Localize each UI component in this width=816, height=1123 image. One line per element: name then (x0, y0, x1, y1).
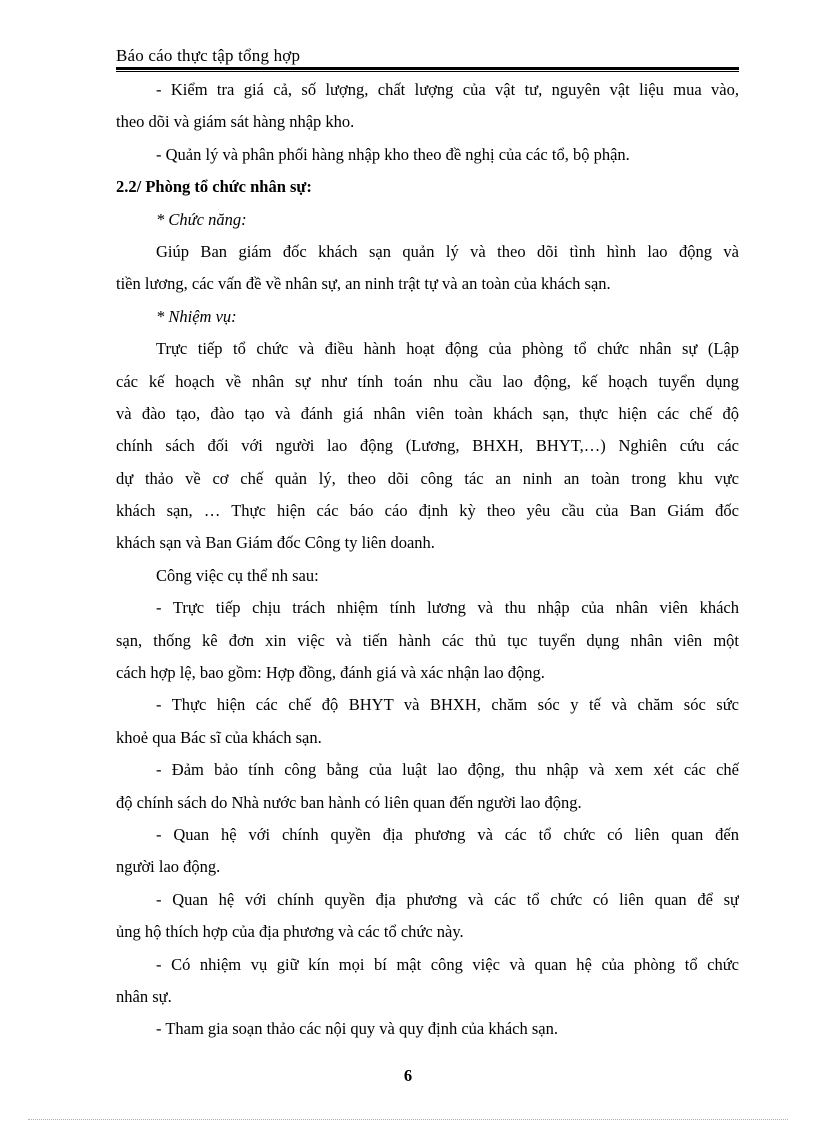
paragraph-line: - Kiểm tra giá cả, số lượng, chất lượng của vật tư, nguyên vật liệu mua vào, (156, 80, 739, 99)
header-rule-thin (116, 71, 739, 72)
paragraph-line: theo dõi và giám sát hàng nhập kho. (116, 112, 355, 132)
paragraph-line: - Quan hệ với chính quyền địa phương và các tổ chức có liên quan để sự (156, 889, 739, 909)
paragraph-line: Trực tiếp tổ chức và điều hành hoạt động của phòng tổ chức nhân sự (Lập (156, 339, 739, 359)
paragraph-line: Giúp Ban giám đốc khách sạn quản lý và theo dõi tình hình lao động và (156, 241, 739, 261)
header-title: Báo cáo thực tập tổng hợp (116, 46, 301, 65)
paragraph-line: chính sách đối với người lao động (Lương, BHXH, BHYT,…) Nghiên cứu các (116, 436, 739, 456)
paragraph-line: - Có nhiệm vụ giữ kín mọi bí mật công việc và quan hệ của phòng tổ chức (156, 954, 739, 974)
page-header (116, 46, 739, 72)
subheading-function: * Chức năng: (156, 209, 247, 229)
paragraph-line: các kế hoạch về nhân sự như tính toán nhu cầu lao động, kế hoạch tuyển dụng (116, 371, 739, 391)
paragraph-line: - Đảm bảo tính công bằng của luật lao động, thu nhập và xem xét các chế (156, 760, 739, 780)
paragraph-line: sạn, thống kê đơn xin việc và tiến hành các thủ tục tuyển dụng nhân viên một (116, 630, 739, 650)
paragraph-line: tiền lương, các vấn đề về nhân sự, an ninh trật tự và an toàn của khách sạn. (116, 274, 611, 294)
subheading-duties: * Nhiệm vụ: (156, 306, 237, 326)
paragraph-line: - Trực tiếp chịu trách nhiệm tính lương và thu nhập của nhân viên khách (156, 598, 739, 618)
paragraph-line: và đào tạo, đào tạo và đánh giá nhân viên toàn khách sạn, thực hiện các chế độ (116, 403, 739, 423)
header-rule (116, 67, 739, 70)
document-body (116, 74, 739, 1046)
paragraph-line: khách sạn và Ban Giám đốc Công ty liên doanh. (116, 533, 435, 553)
paragraph-line: ủng hộ thích hợp của địa phương và các tổ chức này. (116, 922, 464, 942)
page-number: 6 (403, 1066, 413, 1085)
paragraph-line: - Quản lý và phân phối hàng nhập kho theo đề nghị của các tổ, bộ phận. (156, 144, 630, 164)
paragraph-line: độ chính sách do Nhà nước ban hành có liên quan đến người lao động. (116, 792, 582, 812)
paragraph-line: người lao động. (116, 857, 221, 877)
paragraph-line: khoẻ qua Bác sĩ của khách sạn. (116, 727, 322, 747)
paragraph-line: - Tham gia soạn thảo các nội quy và quy định của khách sạn. (156, 1019, 558, 1039)
paragraph-line: cách hợp lệ, bao gồm: Hợp đồng, đánh giá và xác nhận lao động. (116, 663, 545, 683)
page-bottom-divider (28, 1119, 788, 1120)
section-heading: 2.2/ Phòng tổ chức nhân sự: (116, 177, 312, 197)
paragraph-line: - Thực hiện các chế độ BHYT và BHXH, chăm sóc y tế và chăm sóc sức (156, 695, 739, 715)
paragraph-line: nhân sự. (116, 986, 172, 1006)
paragraph-line: - Quan hệ với chính quyền địa phương và các tổ chức có liên quan đến (156, 824, 739, 844)
paragraph-line: Công việc cụ thể nh sau: (156, 565, 319, 585)
paragraph-line: khách sạn, … Thực hiện các báo cáo định kỳ theo yêu cầu của Ban Giám đốc (116, 501, 739, 521)
paragraph-line: dự thảo về cơ chế quản lý, theo dõi công tác an ninh an toàn trong khu vực (116, 468, 739, 488)
